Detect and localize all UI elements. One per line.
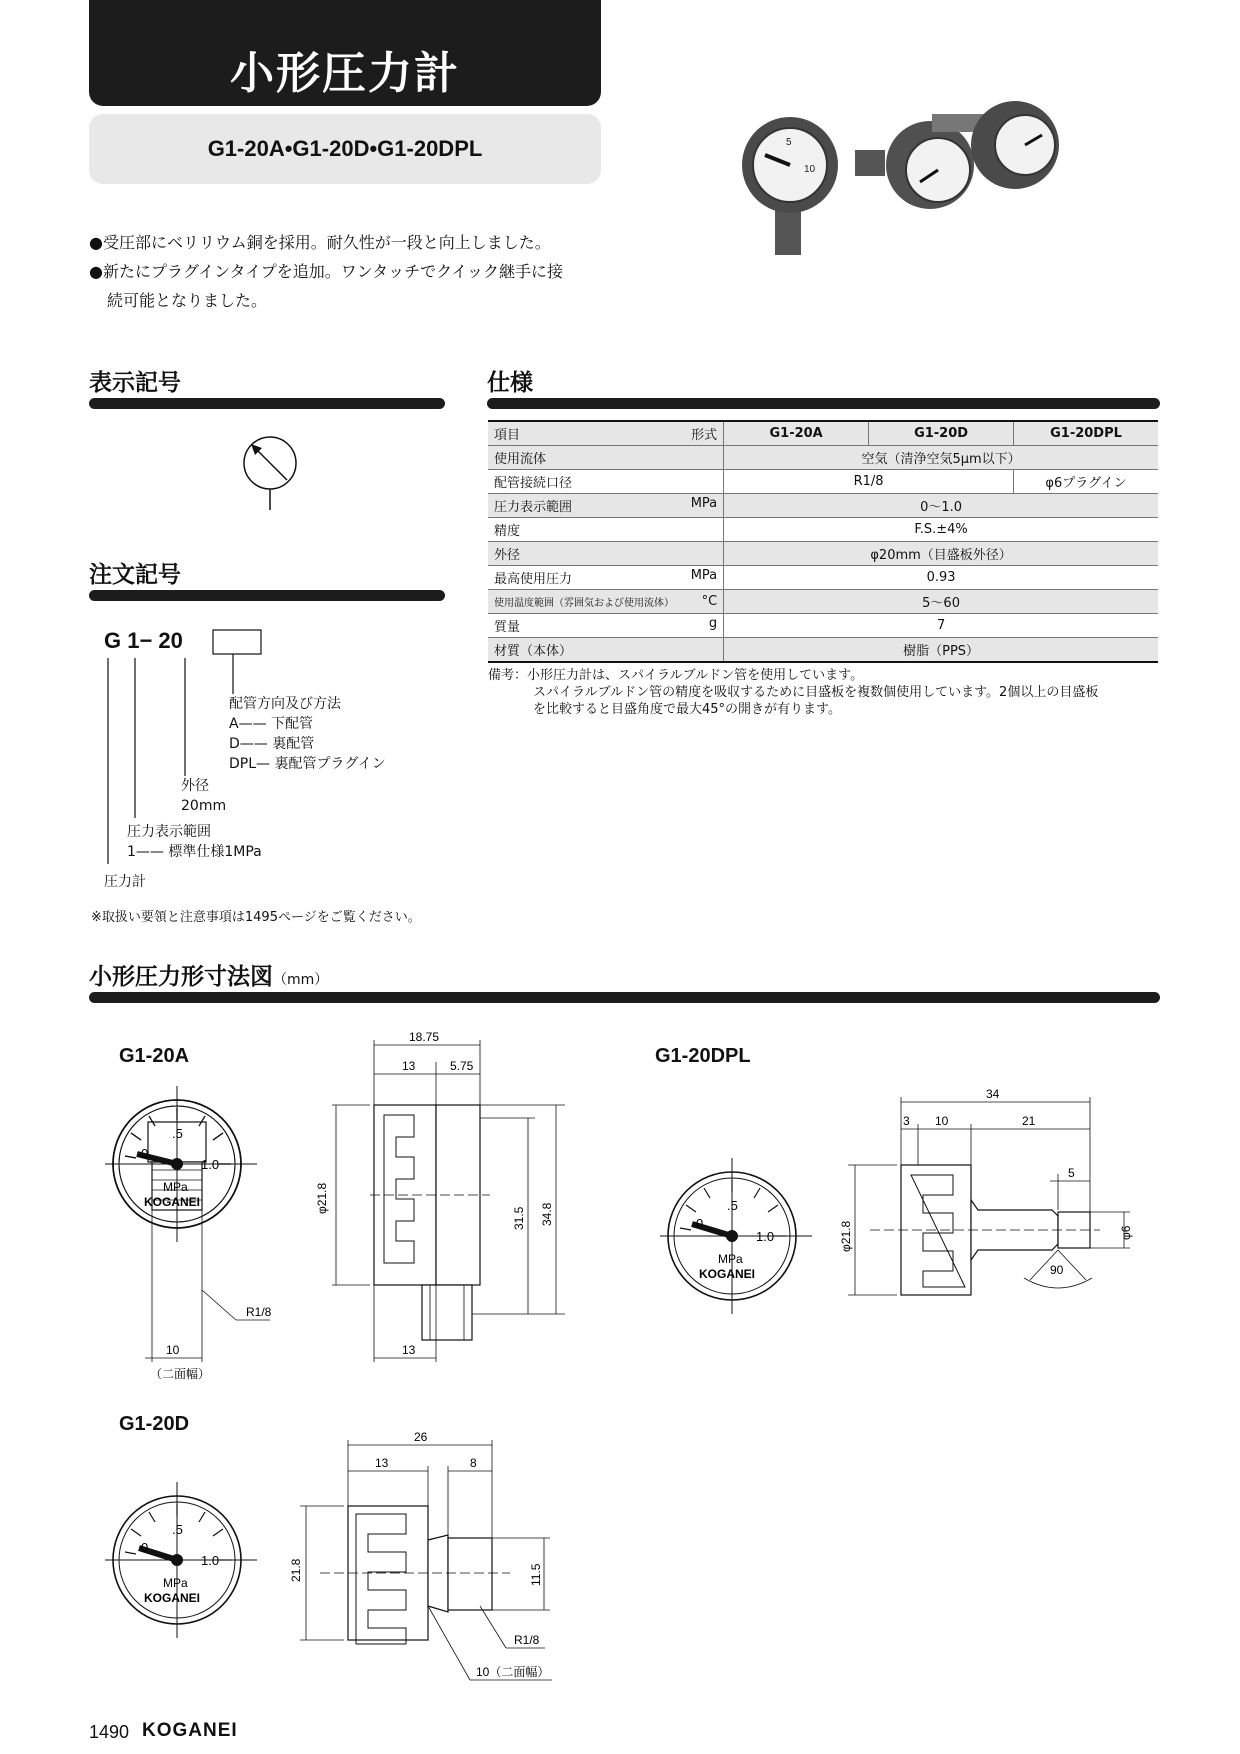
svg-text:1.0: 1.0 [756,1229,775,1244]
page-title: 小形圧力計 [230,48,460,99]
svg-text:26: 26 [414,1430,428,1444]
g1-20dpl-side-view [870,1165,1100,1295]
feature-1: ●受圧部にベリリウム銅を採用。耐久性が一段と向上しました。 [89,233,551,252]
spec-heading: 仕様 [487,370,533,396]
remark-1: 小形圧力計は、スパイラルブルドン管を使用しています。 [527,668,864,683]
svg-text:90: 90 [1050,1263,1064,1277]
g1-20dpl-side-dims [839,1087,1133,1295]
head-item: 項目 [494,428,521,443]
row-temperature: 使用温度範囲（雰囲気および使用流体） °C 5〜60 [488,590,1158,614]
dimension-unit: （mm） [273,972,329,988]
model-list: G1-20A•G1-20D•G1-20DPL [207,136,483,161]
col-g1-20d: G1-20D [869,421,1014,446]
g1-20dpl-dial [660,1158,812,1314]
svg-text:MPa: MPa [163,1180,188,1194]
row-port: 配管接続口径 R1/8 φ6プラグイン [488,470,1158,494]
remark-2: スパイラルブルドン管の精度を吸収するために目盛板を複数個使用しています。2個以上の目盛板 [533,685,1099,700]
svg-text:5.75: 5.75 [450,1059,474,1073]
svg-text:10: 10 [804,164,816,175]
svg-text:10: 10 [935,1114,949,1128]
svg-text:13: 13 [402,1059,416,1073]
order-heading: 注文記号 [89,562,181,588]
handling-note: ※取扱い要領と注意事項は1495ページをご覧ください。 [91,910,421,925]
svg-text:21.8: 21.8 [289,1558,303,1582]
svg-text:13: 13 [402,1343,416,1357]
svg-text:18.75: 18.75 [409,1030,440,1044]
svg-text:8: 8 [470,1456,477,1470]
row-diameter: 外径 φ20mm（目盛板外径） [488,542,1158,566]
svg-text:10（二面幅）: 10（二面幅） [476,1665,550,1679]
svg-text:0: 0 [141,1146,149,1161]
col-g1-20a: G1-20A [724,421,869,446]
remarks-label: 備考： [488,668,528,683]
svg-text:10: 10 [166,1343,180,1357]
row-mass: 質量 g 7 [488,614,1158,638]
piping-d: D—— 裏配管 [229,736,315,752]
row-material: 材質（本体） 樹脂（PPS） [488,638,1158,663]
svg-text:21: 21 [1022,1114,1036,1128]
svg-text:0: 0 [141,1540,149,1555]
svg-text:R1/8: R1/8 [514,1633,540,1647]
svg-text:.5: .5 [172,1126,183,1141]
g1-20d-title: G1-20D [119,1413,190,1435]
head-type: 形式 [691,428,718,443]
symbol-heading: 表示記号 [89,370,181,396]
svg-text:KOGANEI: KOGANEI [144,1591,201,1605]
svg-text:MPa: MPa [718,1252,743,1266]
dimension-heading: 小形圧力形寸法図 [89,964,273,990]
svg-text:KOGANEI: KOGANEI [144,1195,201,1209]
svg-text:3: 3 [903,1114,910,1128]
diameter-title: 外径 [181,778,209,794]
svg-text:KOGANEI: KOGANEI [699,1267,756,1281]
row-max-pressure: 最高使用圧力 MPa 0.93 [488,566,1158,590]
remark-3: を比較すると目盛角度で最大45°の開きが有ります。 [533,702,842,717]
svg-text:5: 5 [1068,1166,1075,1180]
g1-20a-title: G1-20A [119,1045,190,1067]
svg-text:5: 5 [786,137,792,148]
svg-text:34.8: 34.8 [540,1202,554,1226]
footer-brand: KOGANEI [142,1720,238,1741]
row-fluid: 使用流体 空気（清浄空気5μm以下） [488,446,1158,470]
feature-2-cont: 続可能となりました。 [107,291,268,310]
svg-text:1.0: 1.0 [201,1553,220,1568]
svg-text:φ21.8: φ21.8 [315,1182,329,1214]
piping-title: 配管方向及び方法 [229,696,341,712]
feature-2: ●新たにプラグインタイプを追加。ワンタッチでクイック継手に接 [89,262,563,281]
g1-20d-dial [105,1482,257,1638]
range-title: 圧力表示範囲 [127,824,211,840]
svg-text:.5: .5 [727,1198,738,1213]
svg-text:31.5: 31.5 [512,1206,526,1230]
piping-a: A—— 下配管 [229,716,314,732]
svg-text:（二面幅）: （二面幅） [150,1367,211,1381]
page-number: 1490 [89,1722,130,1742]
range-value: 1—— 標準仕様1MPa [127,844,262,860]
piping-dpl: DPL— 裏配管プラグイン [229,756,386,772]
svg-text:φ6: φ6 [1119,1225,1133,1240]
svg-text:11.5: 11.5 [529,1563,543,1586]
svg-text:13: 13 [375,1456,389,1470]
diameter-value: 20mm [181,798,227,814]
g1-20dpl-title: G1-20DPL [655,1045,751,1067]
svg-text:R1/8: R1/8 [246,1305,272,1319]
g1-20a-front-dims [145,1210,272,1381]
gauge-label: 圧力計 [104,874,146,890]
svg-text:0: 0 [696,1216,704,1231]
svg-text:1.0: 1.0 [201,1157,220,1172]
svg-text:34: 34 [986,1087,1000,1101]
g1-20d-side-view [320,1506,510,1644]
svg-text:MPa: MPa [163,1576,188,1590]
svg-text:φ21.8: φ21.8 [839,1220,853,1252]
g1-20a-dial [105,1086,257,1242]
row-range: 圧力表示範囲 MPa 0〜1.0 [488,494,1158,518]
col-g1-20dpl: G1-20DPL [1014,421,1158,446]
g1-20a-side-view [370,1105,490,1340]
svg-text:.5: .5 [172,1522,183,1537]
order-code: G 1− 20 [104,628,183,653]
row-accuracy: 精度 F.S.±4% [488,518,1158,542]
